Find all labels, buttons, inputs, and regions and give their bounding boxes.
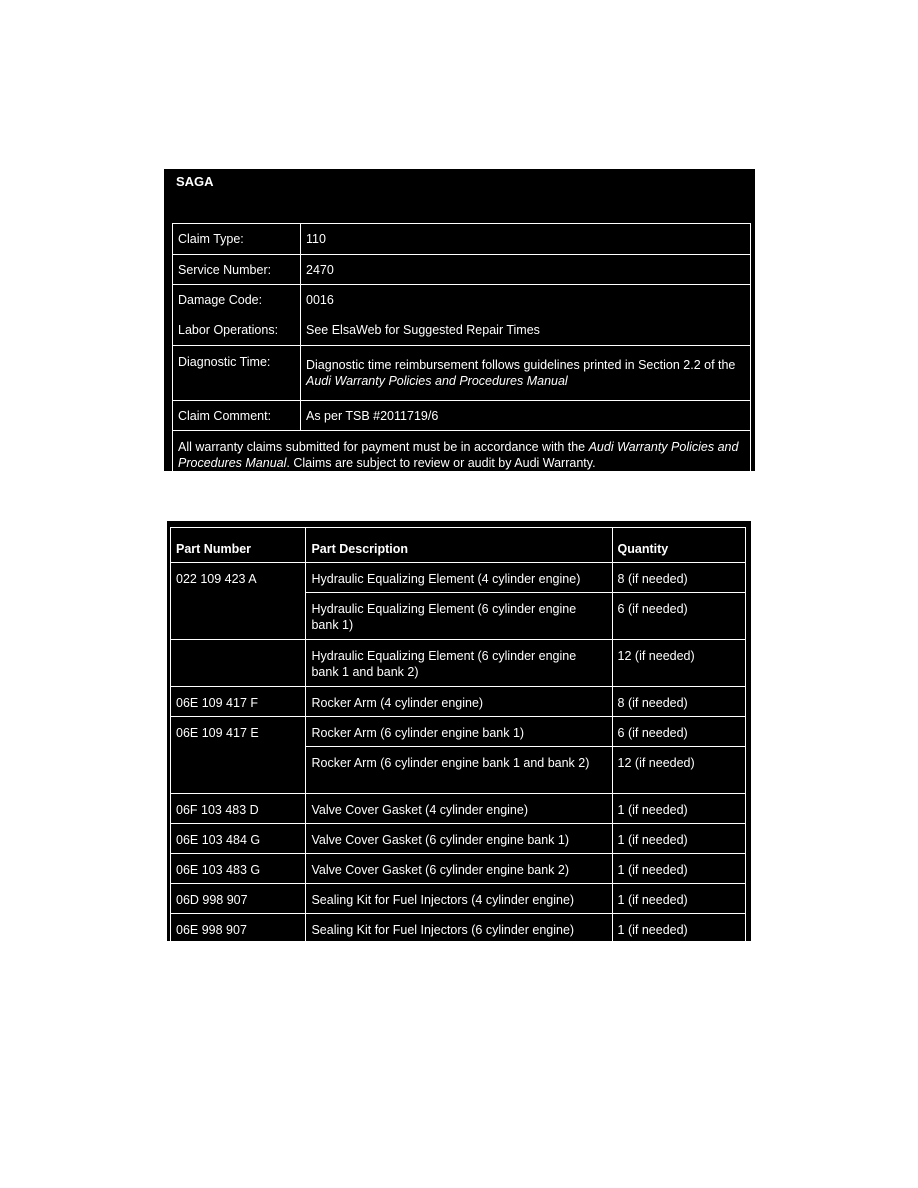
labor-operations-label: Labor Operations: xyxy=(178,323,279,337)
diagnostic-time-value xyxy=(301,346,751,401)
quantity-cell: 8 (if needed) xyxy=(612,563,745,593)
part-number-cell: 06E 998 907 xyxy=(171,914,306,944)
table-row xyxy=(171,640,746,687)
parts-header-row xyxy=(171,528,746,563)
part-description-cell: Hydraulic Equalizing Element (6 cylinder engine bank 1 and bank 2) xyxy=(306,640,612,687)
claim-comment-label: Claim Comment: xyxy=(173,401,301,431)
damage-labor-label-cell xyxy=(173,285,301,346)
saga-row-footer xyxy=(173,431,751,472)
table-row xyxy=(171,794,746,824)
saga-row-claim-comment xyxy=(173,401,751,431)
table-row xyxy=(171,854,746,884)
warranty-note xyxy=(173,431,751,472)
saga-row-service-number xyxy=(173,255,751,285)
labor-operations-value: See ElsaWeb for Suggested Repair Times xyxy=(306,323,540,337)
saga-title: SAGA xyxy=(176,174,214,189)
part-number-cell: 022 109 423 A xyxy=(171,563,306,640)
saga-table xyxy=(172,223,751,471)
warranty-note-prefix: All warranty claims submitted for payment must be in accordance with the xyxy=(178,440,589,454)
quantity-cell: 1 (if needed) xyxy=(612,824,745,854)
part-description-cell: Sealing Kit for Fuel Injectors (4 cylinder engine) xyxy=(306,884,612,914)
part-description-cell: Sealing Kit for Fuel Injectors (6 cylinder engine) xyxy=(306,914,612,944)
diagnostic-time-text: Diagnostic time reimbursement follows guidelines printed in Section 2.2 of the xyxy=(306,358,736,372)
table-row xyxy=(171,914,746,944)
part-number-cell: 06E 103 483 G xyxy=(171,854,306,884)
quantity-cell: 12 (if needed) xyxy=(612,640,745,687)
part-description-cell: Hydraulic Equalizing Element (4 cylinder engine) xyxy=(306,563,612,593)
saga-row-diagnostic-time xyxy=(173,346,751,401)
part-description-cell: Rocker Arm (6 cylinder engine bank 1) xyxy=(306,717,612,747)
part-number-cell: 06D 998 907 xyxy=(171,884,306,914)
table-row xyxy=(171,884,746,914)
quantity-cell: 6 (if needed) xyxy=(612,593,745,640)
part-description-cell: Rocker Arm (4 cylinder engine) xyxy=(306,687,612,717)
header-part-number: Part Number xyxy=(171,528,306,563)
service-number-value: 2470 xyxy=(301,255,751,285)
part-number-cell xyxy=(171,640,306,687)
parts-table xyxy=(170,527,746,944)
table-row xyxy=(171,563,746,593)
parts-box xyxy=(167,521,751,941)
quantity-cell: 1 (if needed) xyxy=(612,854,745,884)
quantity-cell: 8 (if needed) xyxy=(612,687,745,717)
saga-box xyxy=(164,169,755,471)
saga-row-damage-labor xyxy=(173,285,751,346)
service-number-label: Service Number: xyxy=(173,255,301,285)
part-description-cell: Rocker Arm (6 cylinder engine bank 1 and bank 2) xyxy=(306,747,612,794)
part-description-cell: Valve Cover Gasket (6 cylinder engine bank 1) xyxy=(306,824,612,854)
quantity-cell: 1 (if needed) xyxy=(612,914,745,944)
saga-row-claim-type xyxy=(173,224,751,255)
warranty-note-suffix: . Claims are subject to review or audit by Audi Warranty. xyxy=(286,456,596,470)
claim-type-value: 110 xyxy=(301,224,751,255)
quantity-cell: 1 (if needed) xyxy=(612,794,745,824)
table-row xyxy=(171,824,746,854)
part-description-cell: Valve Cover Gasket (4 cylinder engine) xyxy=(306,794,612,824)
table-row xyxy=(171,687,746,717)
diagnostic-time-label: Diagnostic Time: xyxy=(173,346,301,401)
claim-comment-value: As per TSB #2011719/6 xyxy=(301,401,751,431)
claim-type-label: Claim Type: xyxy=(173,224,301,255)
part-description-cell: Valve Cover Gasket (6 cylinder engine bank 2) xyxy=(306,854,612,884)
warranty-note-manual: Audi Warranty Policies and Procedures Manual xyxy=(178,440,739,470)
damage-code-value: 0016 xyxy=(306,293,334,307)
table-row xyxy=(171,717,746,747)
damage-labor-value-cell xyxy=(301,285,751,346)
part-description-cell: Hydraulic Equalizing Element (6 cylinder engine bank 1) xyxy=(306,593,612,640)
quantity-cell: 12 (if needed) xyxy=(612,747,745,794)
quantity-cell: 1 (if needed) xyxy=(612,884,745,914)
header-part-description: Part Description xyxy=(306,528,612,563)
diagnostic-time-manual: Audi Warranty Policies and Procedures Manual xyxy=(306,374,568,388)
part-number-cell: 06E 103 484 G xyxy=(171,824,306,854)
damage-code-label: Damage Code: xyxy=(178,293,263,307)
part-number-cell: 06E 109 417 E xyxy=(171,717,306,794)
header-quantity: Quantity xyxy=(612,528,745,563)
part-number-cell: 06F 103 483 D xyxy=(171,794,306,824)
part-number-cell: 06E 109 417 F xyxy=(171,687,306,717)
quantity-cell: 6 (if needed) xyxy=(612,717,745,747)
